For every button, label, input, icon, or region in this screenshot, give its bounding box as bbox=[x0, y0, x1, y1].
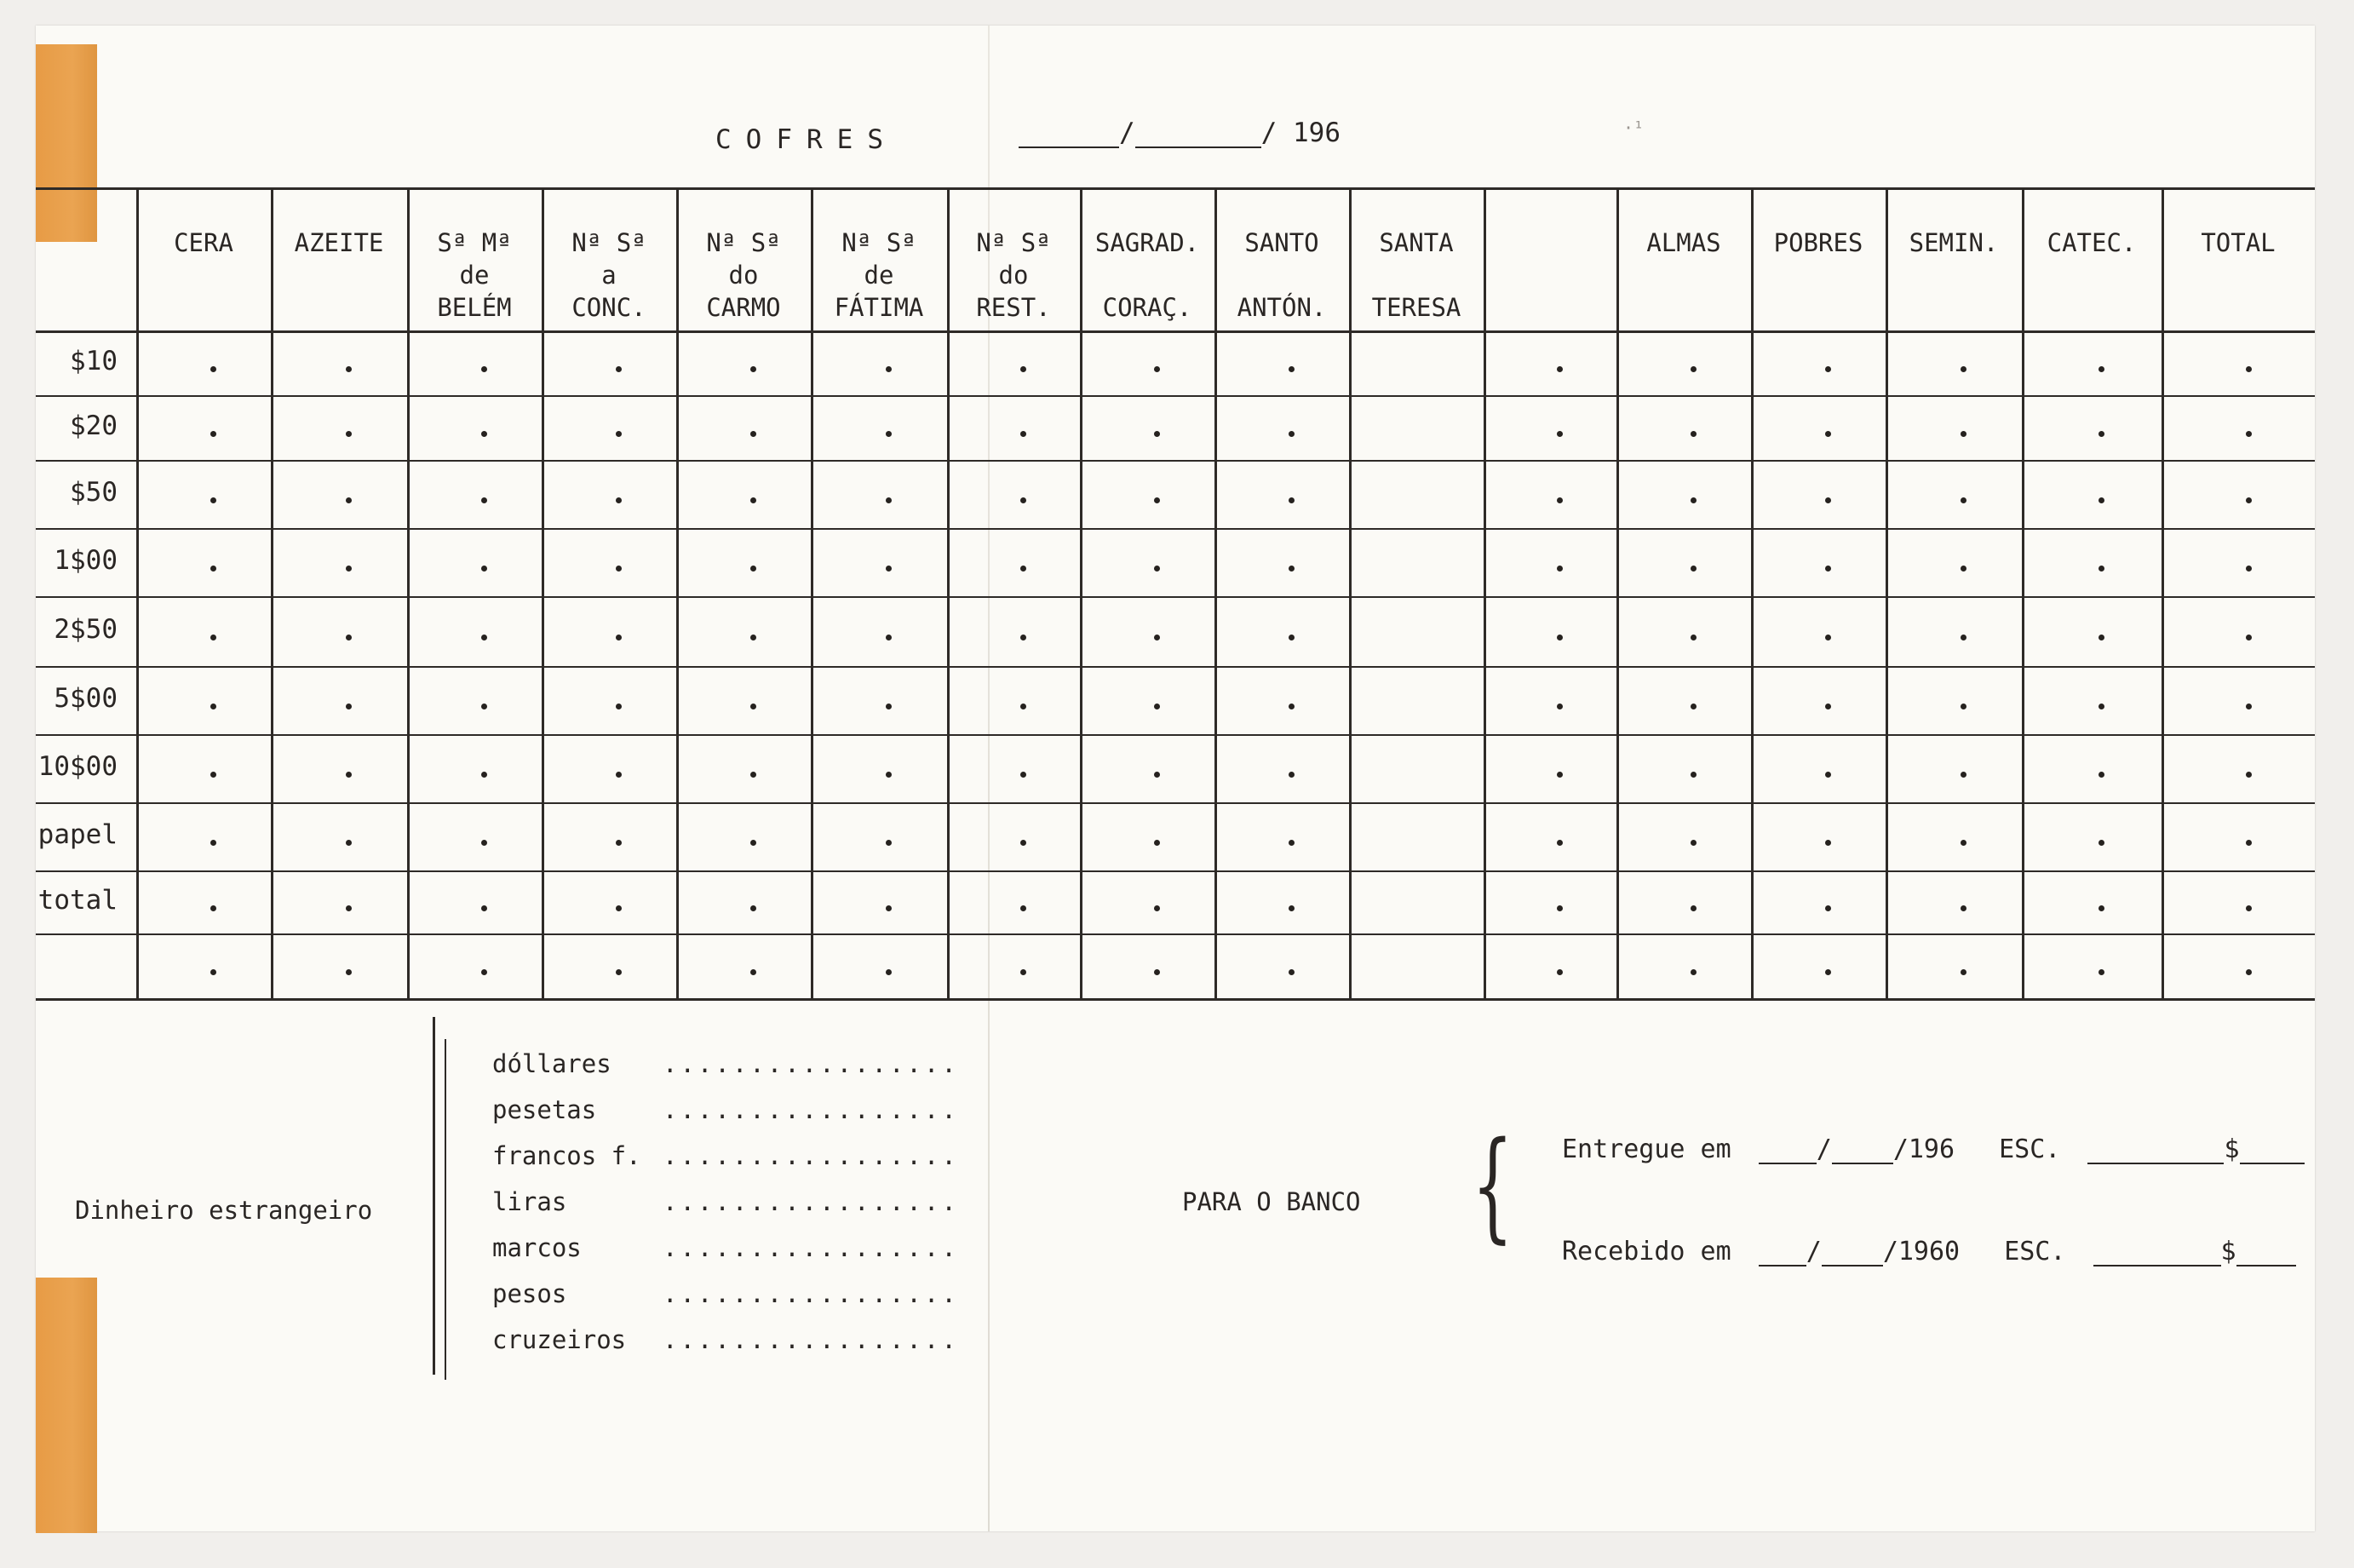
recebido-month-blank[interactable] bbox=[1822, 1243, 1883, 1266]
form-title: COFRES bbox=[715, 124, 898, 155]
form-sheet bbox=[36, 26, 2315, 1531]
currency-name: liras bbox=[492, 1187, 567, 1216]
column-header: Nª Sª a CONC. bbox=[571, 228, 646, 322]
row-label: total bbox=[37, 885, 118, 916]
row-label: 1$00 bbox=[54, 545, 118, 576]
column-header: POBRES bbox=[1773, 228, 1863, 257]
stray-mark: ·¹ bbox=[1623, 118, 1645, 138]
entregue-amount-blank[interactable] bbox=[2087, 1140, 2224, 1164]
tape-bottom bbox=[36, 1278, 97, 1533]
recebido-cifrao: $ bbox=[2220, 1237, 2236, 1266]
currency-name: marcos bbox=[492, 1233, 582, 1262]
currency-leader[interactable]: ................. bbox=[663, 1095, 959, 1124]
currency-row bbox=[492, 1233, 959, 1262]
column-header: Nª Sª do REST. bbox=[976, 228, 1051, 322]
paper-fold bbox=[988, 26, 990, 1531]
column-header: CERA bbox=[174, 228, 233, 257]
row-label: $50 bbox=[70, 477, 118, 508]
tape-top bbox=[36, 44, 97, 242]
column-header: SANTO ANTÓN. bbox=[1237, 228, 1327, 322]
currency-leader[interactable]: ................. bbox=[663, 1187, 959, 1216]
entregue-day-blank[interactable] bbox=[1759, 1140, 1817, 1164]
currency-row bbox=[492, 1049, 959, 1078]
column-header: Sª Mª de BELÉM bbox=[437, 228, 512, 322]
column-header: Nª Sª do CARMO bbox=[706, 228, 781, 322]
currency-row bbox=[492, 1095, 959, 1124]
foreign-money-label: Dinheiro estrangeiro bbox=[75, 1196, 373, 1225]
currency-leader[interactable]: ................. bbox=[663, 1049, 959, 1078]
date-line bbox=[1019, 118, 1341, 148]
entregue-label: Entregue em bbox=[1562, 1134, 1731, 1164]
currency-leader[interactable]: ................. bbox=[663, 1279, 959, 1308]
bank-label: PARA O BANCO bbox=[1182, 1187, 1361, 1216]
row-label: $20 bbox=[70, 411, 118, 441]
row-label: $10 bbox=[70, 346, 118, 376]
recebido-year: /1960 bbox=[1882, 1237, 1961, 1266]
currency-name: pesetas bbox=[492, 1095, 597, 1124]
currency-leader[interactable]: ................. bbox=[663, 1233, 959, 1262]
column-header: CATEC. bbox=[2047, 228, 2137, 257]
entregue-row: Entregue em / /196 ESC. $ bbox=[1562, 1134, 2305, 1164]
column-header: Nª Sª de FÁTIMA bbox=[834, 228, 924, 322]
currency-leader[interactable]: ................. bbox=[663, 1141, 959, 1170]
foreign-bracket-line-2 bbox=[445, 1039, 446, 1380]
entregue-month-blank[interactable] bbox=[1832, 1140, 1893, 1164]
column-header: AZEITE bbox=[294, 228, 384, 257]
date-sep-1: / bbox=[1119, 118, 1135, 148]
recebido-cents-blank[interactable] bbox=[2236, 1243, 2296, 1266]
currency-leader[interactable]: ................. bbox=[663, 1325, 959, 1354]
entregue-cifrao: $ bbox=[2224, 1134, 2240, 1164]
recebido-esc: ESC. bbox=[2004, 1237, 2066, 1266]
recebido-row: Recebido em / /1960 ESC. $ bbox=[1562, 1237, 2296, 1266]
currency-name: francos f. bbox=[492, 1141, 641, 1170]
row-label: papel bbox=[37, 819, 118, 850]
entregue-cents-blank[interactable] bbox=[2240, 1140, 2305, 1164]
row-label: 2$50 bbox=[54, 614, 118, 645]
currency-row bbox=[492, 1187, 959, 1216]
column-header: ALMAS bbox=[1646, 228, 1721, 257]
currency-name: pesos bbox=[492, 1279, 567, 1308]
column-header: SEMIN. bbox=[1909, 228, 1999, 257]
currency-name: dóllares bbox=[492, 1049, 611, 1078]
recebido-day-blank[interactable] bbox=[1759, 1243, 1806, 1266]
currency-row bbox=[492, 1279, 959, 1308]
date-blank-day[interactable] bbox=[1019, 121, 1119, 148]
row-label: 10$00 bbox=[37, 751, 118, 782]
column-header: SAGRAD. CORAÇ. bbox=[1094, 228, 1200, 322]
currency-name: cruzeiros bbox=[492, 1325, 627, 1354]
entregue-year: /196 bbox=[1892, 1134, 1955, 1164]
column-header: SANTA TERESA bbox=[1371, 228, 1461, 322]
foreign-bracket-line bbox=[433, 1017, 435, 1375]
currency-row bbox=[492, 1141, 959, 1170]
date-blank-month[interactable] bbox=[1135, 121, 1261, 148]
entregue-esc: ESC. bbox=[1999, 1134, 2061, 1164]
date-sep-2: / bbox=[1260, 118, 1277, 148]
recebido-label: Recebido em bbox=[1562, 1237, 1731, 1266]
row-label: 5$00 bbox=[54, 683, 118, 714]
column-header: TOTAL bbox=[2201, 228, 2276, 257]
date-year: 196 bbox=[1293, 118, 1341, 148]
currency-row bbox=[492, 1325, 959, 1354]
bank-brace: { bbox=[1472, 1117, 1513, 1255]
recebido-amount-blank[interactable] bbox=[2093, 1243, 2221, 1266]
